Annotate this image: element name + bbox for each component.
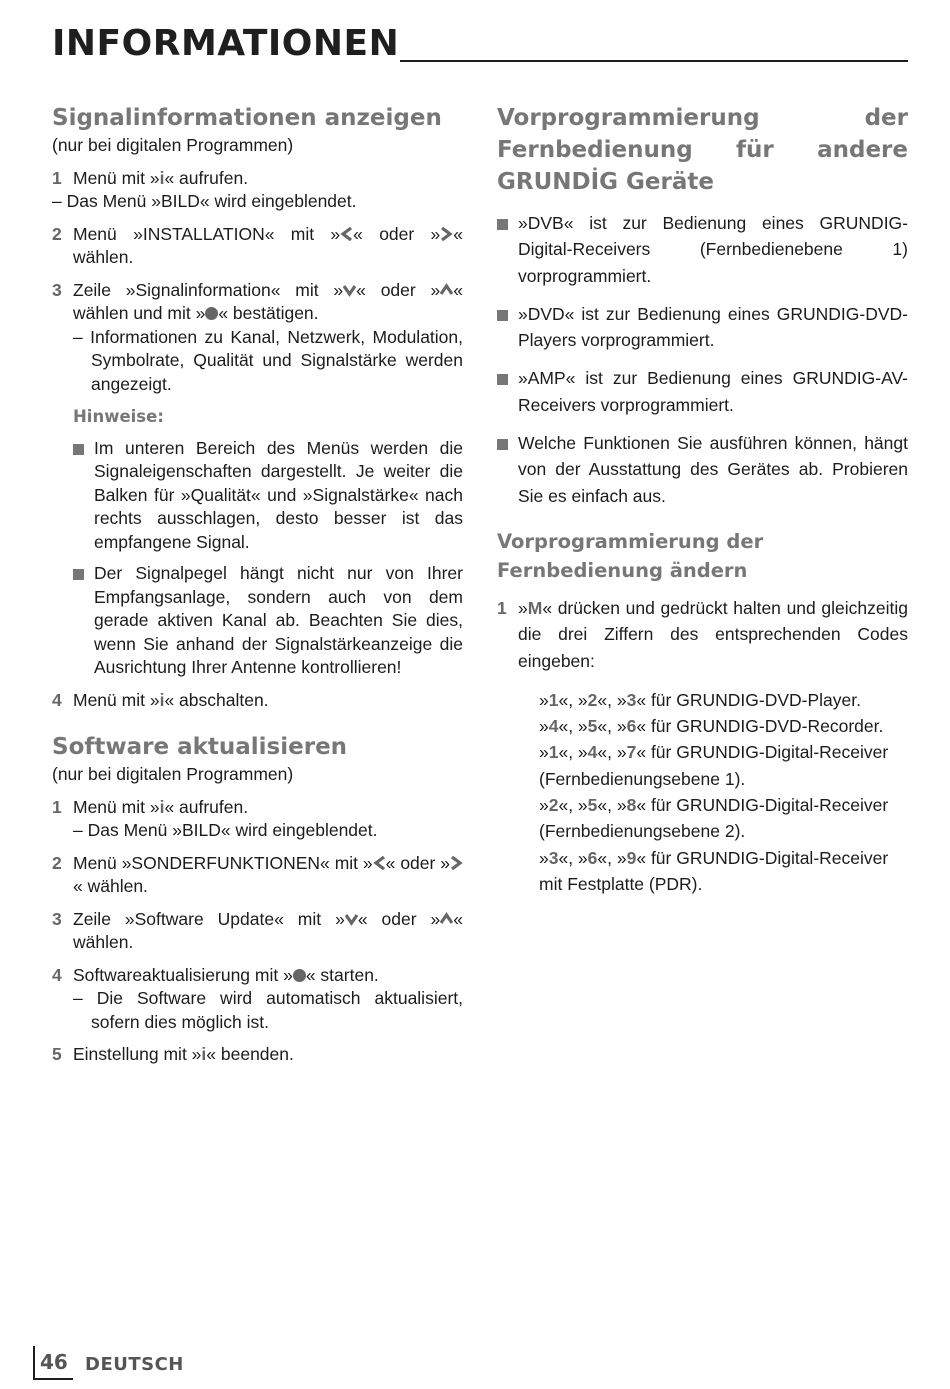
text-fragment: Softwareaktualisierung mit » bbox=[73, 964, 293, 985]
language-label: DEUTSCH bbox=[85, 1354, 184, 1375]
chevron-down-icon bbox=[343, 283, 356, 297]
step-text bbox=[73, 908, 463, 955]
code-list bbox=[539, 687, 908, 897]
text-fragment: « beenden. bbox=[206, 1044, 294, 1064]
list-item bbox=[73, 562, 463, 680]
square-bullet-icon bbox=[497, 210, 518, 289]
step-substep: – Das Menü »BILD« wird eingeblendet. bbox=[52, 191, 357, 211]
list-text: »AMP« ist zur Bedienung eines GRUNDIG-AV-Receivers vorprogrammiert. bbox=[518, 368, 908, 415]
code-line: »1«, »2«, »3« für GRUNDIG-DVD-Player. bbox=[539, 689, 861, 710]
digit-key: 3 bbox=[626, 689, 637, 710]
text-fragment: « abschalten. bbox=[164, 689, 269, 710]
digit-key: 4 bbox=[548, 716, 559, 737]
page-header bbox=[52, 22, 908, 66]
ok-dot-icon bbox=[293, 969, 306, 982]
chevron-right-icon bbox=[440, 227, 453, 241]
text-fragment: « drücken und gedrückt halten und gleichzeitig die drei Ziffern des entsprechenden Codes eingeben: bbox=[518, 597, 908, 671]
step-item bbox=[52, 964, 463, 1035]
list-text: »DVD« ist zur Bedienung eines GRUNDIG-DVD-Players vorprogrammiert. bbox=[518, 303, 908, 351]
text-fragment: « oder » bbox=[385, 852, 450, 873]
hints-list bbox=[73, 437, 463, 680]
step-item bbox=[52, 852, 463, 899]
square-bullet-icon bbox=[497, 365, 518, 418]
code-description: « für GRUNDIG-Digital-Receiver (Fernbedienungsebene 1). bbox=[539, 742, 889, 789]
step-number: 5 bbox=[52, 1044, 62, 1064]
remote-list bbox=[497, 210, 908, 509]
info-key: i bbox=[201, 1044, 207, 1064]
step-text bbox=[73, 689, 463, 713]
digit-key: 8 bbox=[626, 795, 637, 816]
list-item bbox=[497, 210, 908, 289]
step-number: 1 bbox=[52, 796, 62, 817]
step-text bbox=[518, 595, 908, 674]
step-text bbox=[73, 279, 463, 397]
digit-key: 4 bbox=[587, 742, 598, 763]
hints-heading: Hinweise: bbox=[73, 407, 164, 426]
list-text: »DVB« ist zur Bedienung eines GRUNDIG-Digital-Receivers (Fernbedienebene 1) vorprogrammiert. bbox=[518, 213, 908, 286]
footer-bar bbox=[33, 1346, 35, 1378]
text-fragment: Menü mit » bbox=[73, 167, 160, 188]
text-fragment: « wählen. bbox=[73, 876, 148, 896]
section-heading-change: Vorprogrammierung der Fernbedienung ändern bbox=[497, 529, 764, 582]
step-text bbox=[73, 964, 463, 1035]
step-item bbox=[52, 689, 463, 713]
digit-key: 1 bbox=[548, 689, 559, 710]
step-number: 4 bbox=[52, 964, 62, 985]
step-substep: – Die Software wird automatisch aktualisiert, sofern dies möglich ist. bbox=[73, 988, 463, 1032]
hint-text: Der Signalpegel hängt nicht nur von Ihrer Empfangsanlage, sondern auch von dem gerade aktiven Kanal ab. Beachten Sie dies, wenn Sie anhand der Signalstärkeanzeige die Ausrichtung Ihrer Antenne kontrollieren! bbox=[94, 563, 463, 677]
right-column bbox=[497, 100, 908, 897]
code-line: »3«, »6«, »9« für GRUNDIG-Digital-Receiver mit Festplatte (PDR). bbox=[539, 847, 889, 894]
text-fragment: « aufrufen. bbox=[164, 796, 249, 817]
text-fragment: « oder » bbox=[353, 223, 441, 244]
page-title: INFORMATIONEN bbox=[52, 23, 400, 64]
step-item bbox=[497, 595, 908, 674]
step-number: 1 bbox=[497, 597, 507, 618]
text-fragment: Zeile »Signalinformation« mit » bbox=[73, 279, 344, 300]
step-number: 3 bbox=[52, 279, 62, 300]
code-description: « für GRUNDIG-Digital-Receiver (Fernbedienungsebene 2). bbox=[539, 795, 889, 842]
digit-key: 5 bbox=[587, 716, 598, 737]
step-number: 4 bbox=[52, 689, 62, 710]
text-fragment: Zeile »Software Update« mit » bbox=[73, 908, 345, 929]
list-item bbox=[497, 301, 908, 354]
step-item bbox=[52, 223, 463, 270]
step-number: 3 bbox=[52, 908, 62, 929]
code-line: »1«, »4«, »7« für GRUNDIG-Digital-Receiver (Fernbedienungsebene 1). bbox=[539, 742, 889, 789]
title-rule bbox=[400, 60, 908, 62]
left-column bbox=[52, 100, 463, 1067]
step-number: 2 bbox=[52, 852, 62, 873]
digit-key: 2 bbox=[587, 689, 598, 710]
footer-rule bbox=[33, 1378, 73, 1380]
ok-dot-icon bbox=[205, 307, 218, 320]
step-item bbox=[52, 796, 463, 843]
info-key: i bbox=[159, 796, 165, 817]
digit-key: 6 bbox=[587, 847, 598, 868]
step-item bbox=[52, 908, 463, 955]
digit-key: 5 bbox=[587, 795, 598, 816]
chevron-left-icon bbox=[340, 227, 353, 241]
chevron-left-icon bbox=[373, 856, 386, 870]
square-bullet-icon bbox=[497, 430, 518, 509]
chevron-down-icon bbox=[345, 912, 358, 926]
info-key: i bbox=[159, 167, 165, 188]
page-number: 46 bbox=[40, 1350, 68, 1374]
text-fragment: « bestätigen. bbox=[218, 303, 319, 323]
section-note: (nur bei digitalen Programmen) bbox=[52, 135, 294, 155]
text-fragment: « wählen. bbox=[73, 223, 464, 267]
code-line: »4«, »5«, »6« für GRUNDIG-DVD-Recorder. bbox=[539, 716, 884, 737]
code-description: « für GRUNDIG-DVD-Recorder. bbox=[636, 716, 884, 737]
step-text bbox=[73, 852, 463, 899]
section-heading-software: Software aktualisieren bbox=[52, 734, 348, 760]
text-fragment: Menü »SONDERFUNKTIONEN« mit » bbox=[73, 852, 373, 873]
list-item bbox=[497, 365, 908, 418]
step-item bbox=[52, 167, 463, 191]
chevron-up-icon bbox=[440, 283, 453, 297]
text-fragment: Menü »INSTALLATION« mit » bbox=[73, 223, 341, 244]
info-key: i bbox=[159, 689, 165, 710]
m-key: M bbox=[527, 597, 543, 618]
text-fragment: « wählen. bbox=[73, 908, 463, 952]
step-substep: – Informationen zu Kanal, Netzwerk, Modulation, Symbolrate, Qualität und Signalstärke werden angezeigt. bbox=[73, 326, 463, 394]
square-bullet-icon bbox=[73, 562, 94, 680]
digit-key: 1 bbox=[548, 742, 559, 763]
text-fragment: Einstellung mit » bbox=[73, 1044, 202, 1064]
text-fragment: Menü mit » bbox=[73, 796, 160, 817]
digit-key: 3 bbox=[548, 847, 559, 868]
text-fragment: « oder » bbox=[356, 279, 441, 300]
square-bullet-icon bbox=[497, 301, 518, 354]
section-heading-signal: Signalinformationen anzeigen bbox=[52, 105, 442, 131]
code-description: « für GRUNDIG-Digital-Receiver mit Festplatte (PDR). bbox=[539, 847, 889, 894]
section-heading-remote: Vorprogrammierung der Fernbedienung für andere GRUNDİG Geräte bbox=[497, 105, 908, 195]
square-bullet-icon bbox=[73, 437, 94, 555]
code-line: »2«, »5«, »8« für GRUNDIG-Digital-Receiver (Fernbedienungsebene 2). bbox=[539, 795, 889, 842]
list-text: Welche Funktionen Sie ausführen können, hängt von der Ausstattung des Gerätes ab. Probieren Sie es einfach aus. bbox=[518, 433, 908, 506]
step-text bbox=[73, 223, 463, 270]
step-number: 2 bbox=[52, 223, 62, 244]
hint-text: Im unteren Bereich des Menüs werden die Signaleigenschaften dargestellt. Je weiter die Balken für »Qualität« und »Signalstärke« nach rechts ausschlagen, desto besser ist das empfangene Signal. bbox=[94, 437, 463, 552]
list-item bbox=[497, 430, 908, 509]
digit-key: 7 bbox=[626, 742, 637, 763]
digit-key: 9 bbox=[626, 847, 637, 868]
section-note: (nur bei digitalen Programmen) bbox=[52, 764, 294, 784]
text-fragment: « oder » bbox=[357, 908, 441, 929]
page-footer bbox=[33, 1346, 233, 1380]
step-substep: – Das Menü »BILD« wird eingeblendet. bbox=[73, 820, 378, 840]
digit-key: 6 bbox=[626, 716, 637, 737]
list-item bbox=[73, 437, 463, 555]
chevron-up-icon bbox=[440, 912, 453, 926]
step-text bbox=[73, 796, 463, 843]
step-item bbox=[52, 279, 463, 397]
digit-key: 2 bbox=[548, 795, 559, 816]
step-number: 1 bbox=[52, 167, 62, 188]
step-text bbox=[73, 1043, 463, 1067]
text-fragment: « starten. bbox=[305, 964, 379, 985]
step-text bbox=[73, 167, 463, 191]
code-description: « für GRUNDIG-DVD-Player. bbox=[636, 689, 861, 710]
text-fragment: « aufrufen. bbox=[164, 167, 249, 188]
text-fragment: « wählen und mit » bbox=[73, 279, 464, 323]
text-fragment: » bbox=[518, 597, 528, 618]
text-fragment: Menü mit » bbox=[73, 689, 160, 710]
chevron-right-icon bbox=[450, 856, 463, 870]
step-item bbox=[52, 1043, 463, 1067]
